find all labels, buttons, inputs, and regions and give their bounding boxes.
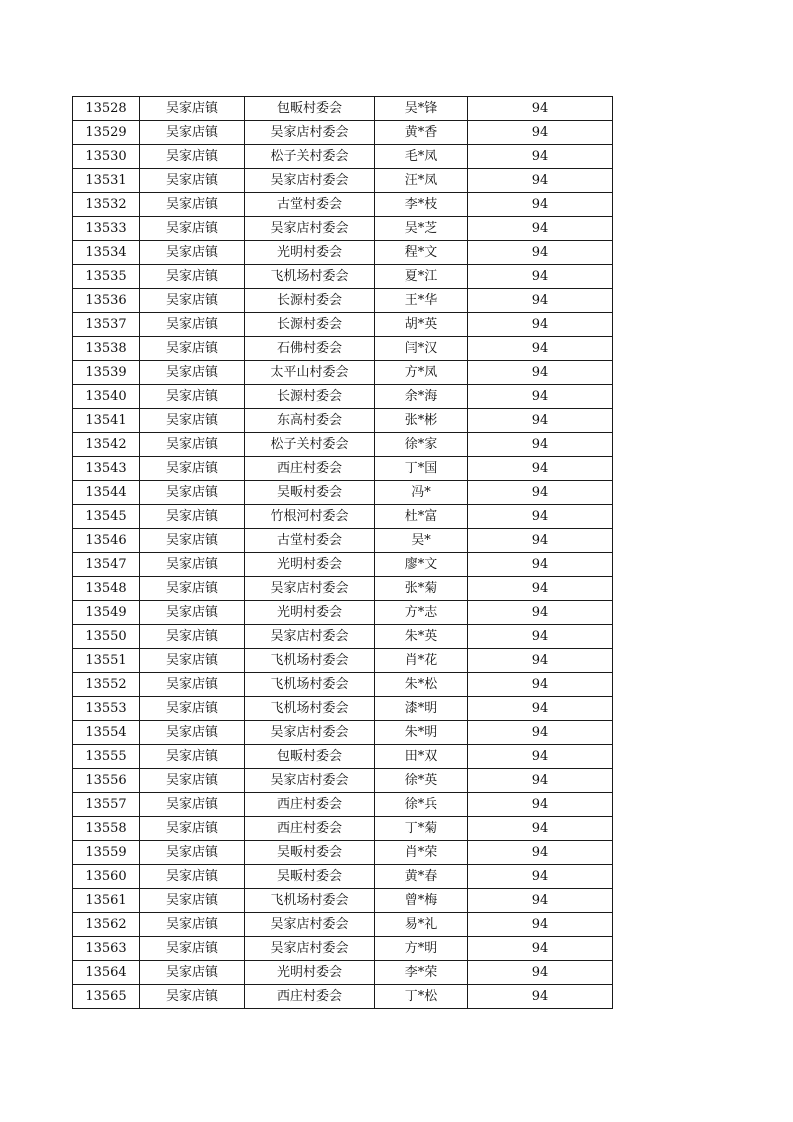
- cell-id: 13539: [73, 361, 140, 385]
- cell-name: 易*礼: [375, 913, 468, 937]
- cell-village: 光明村委会: [245, 553, 375, 577]
- cell-town: 吴家店镇: [140, 193, 245, 217]
- table-row: [73, 361, 613, 385]
- cell-score: 94: [468, 529, 613, 553]
- cell-name: 夏*江: [375, 265, 468, 289]
- table-row: [73, 409, 613, 433]
- cell-town: 吴家店镇: [140, 529, 245, 553]
- cell-score: 94: [468, 169, 613, 193]
- table-row: [73, 793, 613, 817]
- cell-score: 94: [468, 337, 613, 361]
- table-row: [73, 577, 613, 601]
- cell-town: 吴家店镇: [140, 289, 245, 313]
- cell-town: 吴家店镇: [140, 841, 245, 865]
- cell-score: 94: [468, 121, 613, 145]
- cell-town: 吴家店镇: [140, 673, 245, 697]
- cell-name: 徐*英: [375, 769, 468, 793]
- cell-village: 古堂村委会: [245, 193, 375, 217]
- cell-id: 13549: [73, 601, 140, 625]
- cell-score: 94: [468, 817, 613, 841]
- table-row: [73, 601, 613, 625]
- cell-town: 吴家店镇: [140, 433, 245, 457]
- cell-village: 飞机场村委会: [245, 673, 375, 697]
- cell-id: 13547: [73, 553, 140, 577]
- cell-score: 94: [468, 385, 613, 409]
- cell-town: 吴家店镇: [140, 385, 245, 409]
- cell-score: 94: [468, 697, 613, 721]
- cell-town: 吴家店镇: [140, 913, 245, 937]
- cell-id: 13529: [73, 121, 140, 145]
- cell-name: 徐*兵: [375, 793, 468, 817]
- cell-name: 徐*家: [375, 433, 468, 457]
- cell-id: 13554: [73, 721, 140, 745]
- cell-village: 太平山村委会: [245, 361, 375, 385]
- cell-name: 余*海: [375, 385, 468, 409]
- cell-name: 丁*松: [375, 985, 468, 1009]
- cell-name: 方*志: [375, 601, 468, 625]
- cell-town: 吴家店镇: [140, 409, 245, 433]
- cell-id: 13564: [73, 961, 140, 985]
- cell-name: 朱*英: [375, 625, 468, 649]
- cell-name: 吴*: [375, 529, 468, 553]
- cell-village: 吴家店村委会: [245, 625, 375, 649]
- cell-score: 94: [468, 985, 613, 1009]
- table-row: [73, 289, 613, 313]
- cell-score: 94: [468, 601, 613, 625]
- cell-village: 长源村委会: [245, 313, 375, 337]
- cell-score: 94: [468, 313, 613, 337]
- cell-village: 光明村委会: [245, 241, 375, 265]
- cell-name: 田*双: [375, 745, 468, 769]
- table-row: [73, 889, 613, 913]
- cell-id: 13560: [73, 865, 140, 889]
- cell-town: 吴家店镇: [140, 649, 245, 673]
- cell-village: 吴家店村委会: [245, 217, 375, 241]
- cell-village: 西庄村委会: [245, 985, 375, 1009]
- cell-town: 吴家店镇: [140, 937, 245, 961]
- cell-village: 西庄村委会: [245, 457, 375, 481]
- cell-town: 吴家店镇: [140, 769, 245, 793]
- cell-name: 张*菊: [375, 577, 468, 601]
- cell-id: 13544: [73, 481, 140, 505]
- cell-village: 光明村委会: [245, 601, 375, 625]
- cell-score: 94: [468, 241, 613, 265]
- cell-town: 吴家店镇: [140, 817, 245, 841]
- cell-town: 吴家店镇: [140, 313, 245, 337]
- cell-village: 飞机场村委会: [245, 265, 375, 289]
- table-row: [73, 697, 613, 721]
- cell-village: 西庄村委会: [245, 817, 375, 841]
- cell-id: 13528: [73, 97, 140, 121]
- cell-score: 94: [468, 673, 613, 697]
- cell-score: 94: [468, 937, 613, 961]
- cell-village: 包畈村委会: [245, 745, 375, 769]
- cell-name: 黄*春: [375, 865, 468, 889]
- cell-score: 94: [468, 217, 613, 241]
- table-row: [73, 457, 613, 481]
- cell-town: 吴家店镇: [140, 457, 245, 481]
- cell-town: 吴家店镇: [140, 97, 245, 121]
- cell-score: 94: [468, 481, 613, 505]
- cell-village: 长源村委会: [245, 385, 375, 409]
- cell-name: 丁*菊: [375, 817, 468, 841]
- cell-village: 吴畈村委会: [245, 865, 375, 889]
- cell-town: 吴家店镇: [140, 865, 245, 889]
- cell-town: 吴家店镇: [140, 361, 245, 385]
- cell-town: 吴家店镇: [140, 889, 245, 913]
- cell-id: 13540: [73, 385, 140, 409]
- table-row: [73, 97, 613, 121]
- table-row: [73, 265, 613, 289]
- table-row: [73, 745, 613, 769]
- cell-id: 13548: [73, 577, 140, 601]
- cell-id: 13563: [73, 937, 140, 961]
- cell-village: 吴畈村委会: [245, 481, 375, 505]
- cell-village: 吴家店村委会: [245, 721, 375, 745]
- cell-town: 吴家店镇: [140, 697, 245, 721]
- cell-score: 94: [468, 793, 613, 817]
- table-row: [73, 913, 613, 937]
- cell-town: 吴家店镇: [140, 721, 245, 745]
- cell-id: 13533: [73, 217, 140, 241]
- cell-id: 13546: [73, 529, 140, 553]
- cell-score: 94: [468, 577, 613, 601]
- cell-id: 13561: [73, 889, 140, 913]
- cell-name: 毛*凤: [375, 145, 468, 169]
- cell-id: 13565: [73, 985, 140, 1009]
- cell-score: 94: [468, 769, 613, 793]
- cell-id: 13545: [73, 505, 140, 529]
- cell-score: 94: [468, 841, 613, 865]
- cell-village: 吴家店村委会: [245, 121, 375, 145]
- cell-score: 94: [468, 649, 613, 673]
- cell-name: 李*枝: [375, 193, 468, 217]
- cell-id: 13536: [73, 289, 140, 313]
- table-row: [73, 193, 613, 217]
- table-row: [73, 673, 613, 697]
- cell-name: 李*荣: [375, 961, 468, 985]
- cell-score: 94: [468, 409, 613, 433]
- cell-id: 13535: [73, 265, 140, 289]
- cell-id: 13556: [73, 769, 140, 793]
- cell-id: 13541: [73, 409, 140, 433]
- cell-village: 飞机场村委会: [245, 889, 375, 913]
- cell-village: 飞机场村委会: [245, 649, 375, 673]
- cell-id: 13552: [73, 673, 140, 697]
- cell-town: 吴家店镇: [140, 553, 245, 577]
- cell-village: 松子关村委会: [245, 145, 375, 169]
- cell-id: 13543: [73, 457, 140, 481]
- cell-village: 吴畈村委会: [245, 841, 375, 865]
- cell-id: 13537: [73, 313, 140, 337]
- table-row: [73, 529, 613, 553]
- cell-town: 吴家店镇: [140, 337, 245, 361]
- cell-name: 方*凤: [375, 361, 468, 385]
- cell-name: 肖*荣: [375, 841, 468, 865]
- table-row: [73, 337, 613, 361]
- cell-name: 方*明: [375, 937, 468, 961]
- cell-name: 黄*香: [375, 121, 468, 145]
- cell-name: 肖*花: [375, 649, 468, 673]
- table-row: [73, 433, 613, 457]
- table-row: [73, 169, 613, 193]
- cell-town: 吴家店镇: [140, 601, 245, 625]
- cell-name: 廖*文: [375, 553, 468, 577]
- cell-name: 朱*明: [375, 721, 468, 745]
- cell-village: 西庄村委会: [245, 793, 375, 817]
- cell-name: 漆*明: [375, 697, 468, 721]
- table-row: [73, 721, 613, 745]
- cell-id: 13538: [73, 337, 140, 361]
- cell-name: 王*华: [375, 289, 468, 313]
- cell-id: 13555: [73, 745, 140, 769]
- table-row: [73, 481, 613, 505]
- table-row: [73, 145, 613, 169]
- cell-score: 94: [468, 553, 613, 577]
- cell-village: 东高村委会: [245, 409, 375, 433]
- cell-name: 吴*锋: [375, 97, 468, 121]
- cell-score: 94: [468, 289, 613, 313]
- table-row: [73, 553, 613, 577]
- cell-village: 吴家店村委会: [245, 577, 375, 601]
- cell-id: 13559: [73, 841, 140, 865]
- cell-village: 飞机场村委会: [245, 697, 375, 721]
- cell-town: 吴家店镇: [140, 985, 245, 1009]
- cell-village: 包畈村委会: [245, 97, 375, 121]
- cell-id: 13532: [73, 193, 140, 217]
- cell-village: 光明村委会: [245, 961, 375, 985]
- cell-village: 竹根河村委会: [245, 505, 375, 529]
- cell-score: 94: [468, 889, 613, 913]
- cell-town: 吴家店镇: [140, 217, 245, 241]
- cell-town: 吴家店镇: [140, 625, 245, 649]
- cell-name: 张*彬: [375, 409, 468, 433]
- cell-id: 13553: [73, 697, 140, 721]
- cell-id: 13558: [73, 817, 140, 841]
- cell-name: 闫*汉: [375, 337, 468, 361]
- cell-score: 94: [468, 193, 613, 217]
- cell-score: 94: [468, 745, 613, 769]
- cell-village: 吴家店村委会: [245, 769, 375, 793]
- cell-village: 长源村委会: [245, 289, 375, 313]
- cell-town: 吴家店镇: [140, 169, 245, 193]
- table-row: [73, 937, 613, 961]
- table-row: [73, 313, 613, 337]
- cell-name: 丁*国: [375, 457, 468, 481]
- cell-town: 吴家店镇: [140, 745, 245, 769]
- cell-id: 13531: [73, 169, 140, 193]
- table-row: [73, 217, 613, 241]
- cell-town: 吴家店镇: [140, 793, 245, 817]
- table-row: [73, 961, 613, 985]
- cell-score: 94: [468, 961, 613, 985]
- cell-town: 吴家店镇: [140, 121, 245, 145]
- roster-table: [72, 96, 613, 1009]
- table-row: [73, 121, 613, 145]
- cell-town: 吴家店镇: [140, 577, 245, 601]
- cell-village: 吴家店村委会: [245, 937, 375, 961]
- cell-name: 曾*梅: [375, 889, 468, 913]
- cell-village: 松子关村委会: [245, 433, 375, 457]
- cell-id: 13551: [73, 649, 140, 673]
- cell-name: 杜*富: [375, 505, 468, 529]
- cell-town: 吴家店镇: [140, 961, 245, 985]
- cell-score: 94: [468, 625, 613, 649]
- cell-id: 13534: [73, 241, 140, 265]
- cell-id: 13530: [73, 145, 140, 169]
- table-row: [73, 625, 613, 649]
- cell-id: 13542: [73, 433, 140, 457]
- table-row: [73, 841, 613, 865]
- cell-name: 冯*: [375, 481, 468, 505]
- roster-table-body: [73, 97, 613, 1009]
- cell-name: 吴*芝: [375, 217, 468, 241]
- cell-town: 吴家店镇: [140, 265, 245, 289]
- cell-score: 94: [468, 721, 613, 745]
- cell-score: 94: [468, 865, 613, 889]
- table-row: [73, 865, 613, 889]
- cell-id: 13562: [73, 913, 140, 937]
- cell-village: 古堂村委会: [245, 529, 375, 553]
- table-row: [73, 769, 613, 793]
- cell-score: 94: [468, 265, 613, 289]
- table-row: [73, 241, 613, 265]
- table-row: [73, 817, 613, 841]
- cell-score: 94: [468, 97, 613, 121]
- cell-village: 吴家店村委会: [245, 169, 375, 193]
- cell-score: 94: [468, 145, 613, 169]
- cell-id: 13550: [73, 625, 140, 649]
- table-row: [73, 385, 613, 409]
- cell-score: 94: [468, 433, 613, 457]
- cell-village: 吴家店村委会: [245, 913, 375, 937]
- cell-name: 胡*英: [375, 313, 468, 337]
- table-row: [73, 985, 613, 1009]
- table-row: [73, 649, 613, 673]
- cell-town: 吴家店镇: [140, 145, 245, 169]
- cell-name: 汪*凤: [375, 169, 468, 193]
- cell-name: 程*文: [375, 241, 468, 265]
- cell-score: 94: [468, 457, 613, 481]
- cell-score: 94: [468, 913, 613, 937]
- cell-name: 朱*松: [375, 673, 468, 697]
- cell-score: 94: [468, 505, 613, 529]
- cell-id: 13557: [73, 793, 140, 817]
- cell-town: 吴家店镇: [140, 481, 245, 505]
- cell-town: 吴家店镇: [140, 505, 245, 529]
- cell-town: 吴家店镇: [140, 241, 245, 265]
- table-row: [73, 505, 613, 529]
- cell-score: 94: [468, 361, 613, 385]
- cell-village: 石佛村委会: [245, 337, 375, 361]
